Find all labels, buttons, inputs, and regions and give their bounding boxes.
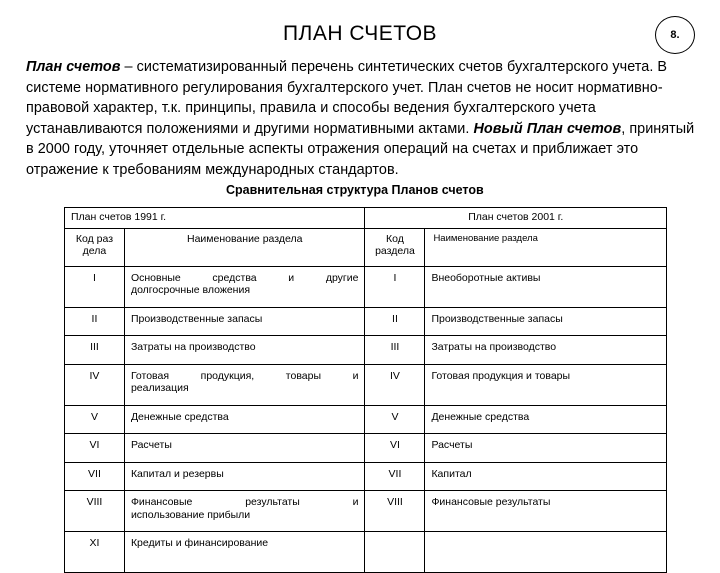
name-1991-line1: Готовая продукция, товары и bbox=[130, 369, 359, 382]
name-1991 bbox=[124, 532, 365, 573]
code-1991: V bbox=[65, 405, 125, 434]
name-2001 bbox=[425, 532, 667, 573]
name-1991-line1: Основные средства и другие bbox=[130, 271, 359, 284]
code-1991: VI bbox=[65, 434, 125, 463]
name-2001: Производственные запасы bbox=[425, 307, 667, 336]
name-2001: Капитал bbox=[425, 462, 667, 491]
name-1991-line1: Производственные запасы bbox=[130, 312, 263, 325]
code-2001 bbox=[365, 532, 425, 573]
plan-1991-header: План счетов 1991 г. bbox=[65, 208, 365, 229]
page-title: ПЛАН СЧЕТОВ bbox=[282, 22, 438, 45]
name-1991 bbox=[124, 434, 365, 463]
name-1991-line1: Расчеты bbox=[130, 439, 172, 451]
col-code-2001 bbox=[365, 228, 425, 266]
comparison-rows bbox=[65, 266, 667, 572]
name-1991-line1: Финансовые результаты и bbox=[130, 496, 359, 508]
code-2001: I bbox=[365, 266, 425, 307]
intro-text-2: , принятый в 2000 году, уточняет отдельные аспекты отражения операций на счетах и приближает это отражение к требованиям международных стандартов. bbox=[26, 120, 695, 178]
name-2001: Денежные средства bbox=[425, 405, 667, 434]
term-new-plan: Новый План счетов bbox=[473, 120, 622, 137]
table-row bbox=[65, 364, 667, 405]
col-code-1991-label: Код раздела bbox=[75, 232, 114, 257]
name-1991-line1: Кредиты и финансирование bbox=[130, 537, 269, 549]
intro-text-1: – систематизированный перечень синтетических счетов бухгалтерского учета. В системе нормативного регулирования бухгалтерского учет. План счетов не носит нормативно-правовой характер, т.к. принципы, правила и способы ведения бухгалтерского учета устанавливаются положениями и другими нормативными актами. bbox=[26, 59, 668, 137]
plan-2001-header: План счетов 2001 г. bbox=[365, 208, 667, 229]
name-1991-line1: Затраты на производство bbox=[130, 341, 256, 353]
table-row bbox=[65, 307, 667, 336]
name-1991 bbox=[124, 491, 365, 532]
code-1991: VIII bbox=[65, 491, 125, 532]
name-1991 bbox=[124, 266, 365, 307]
code-2001: IV bbox=[365, 364, 425, 405]
name-2001: Расчеты bbox=[425, 434, 667, 463]
name-1991-line2: реализация bbox=[130, 382, 189, 394]
code-2001: III bbox=[365, 336, 425, 365]
name-2001: Внеоборотные активы bbox=[425, 266, 667, 307]
col-code-2001-label: Код раздела bbox=[375, 232, 415, 257]
code-1991: I bbox=[65, 266, 125, 307]
col-code-1991 bbox=[65, 228, 125, 266]
intro-paragraph bbox=[26, 57, 698, 181]
table-row bbox=[65, 532, 667, 573]
name-1991 bbox=[124, 405, 365, 434]
col-name-1991: Наименование раздела bbox=[124, 228, 365, 266]
table-row bbox=[65, 491, 667, 532]
name-2001: Затраты на производство bbox=[425, 336, 667, 365]
code-1991: VII bbox=[65, 462, 125, 491]
table-row bbox=[65, 462, 667, 491]
name-1991-line2: использование прибыли bbox=[130, 508, 251, 521]
code-2001: VI bbox=[365, 434, 425, 463]
term-plan-schetov: План счетов bbox=[26, 59, 121, 75]
code-2001: VIII bbox=[365, 491, 425, 532]
code-2001: II bbox=[365, 307, 425, 336]
name-1991-line1: Капитал и резервы bbox=[130, 467, 224, 480]
code-1991: XI bbox=[65, 532, 125, 573]
name-1991-line2: долгосрочные вложения bbox=[130, 284, 251, 296]
code-2001: VII bbox=[365, 462, 425, 491]
code-2001: V bbox=[365, 405, 425, 434]
name-1991-line1: Денежные средства bbox=[130, 410, 229, 423]
code-1991: IV bbox=[65, 364, 125, 405]
comparison-table bbox=[64, 207, 667, 573]
table-row bbox=[65, 266, 667, 307]
table-row bbox=[65, 434, 667, 463]
name-1991 bbox=[124, 307, 365, 336]
code-1991: III bbox=[65, 336, 125, 365]
table-row bbox=[65, 336, 667, 365]
name-2001: Финансовые результаты bbox=[425, 491, 667, 532]
table-row bbox=[65, 405, 667, 434]
col-name-2001: Наименование раздела bbox=[425, 228, 667, 266]
name-2001: Готовая продукция и товары bbox=[425, 364, 667, 405]
name-1991 bbox=[124, 364, 365, 405]
name-1991 bbox=[124, 336, 365, 365]
slide-number-badge: 8. bbox=[655, 16, 695, 54]
code-1991: II bbox=[65, 307, 125, 336]
name-1991 bbox=[124, 462, 365, 491]
comparison-title: Сравнительная структура Планов счетов bbox=[226, 183, 484, 197]
